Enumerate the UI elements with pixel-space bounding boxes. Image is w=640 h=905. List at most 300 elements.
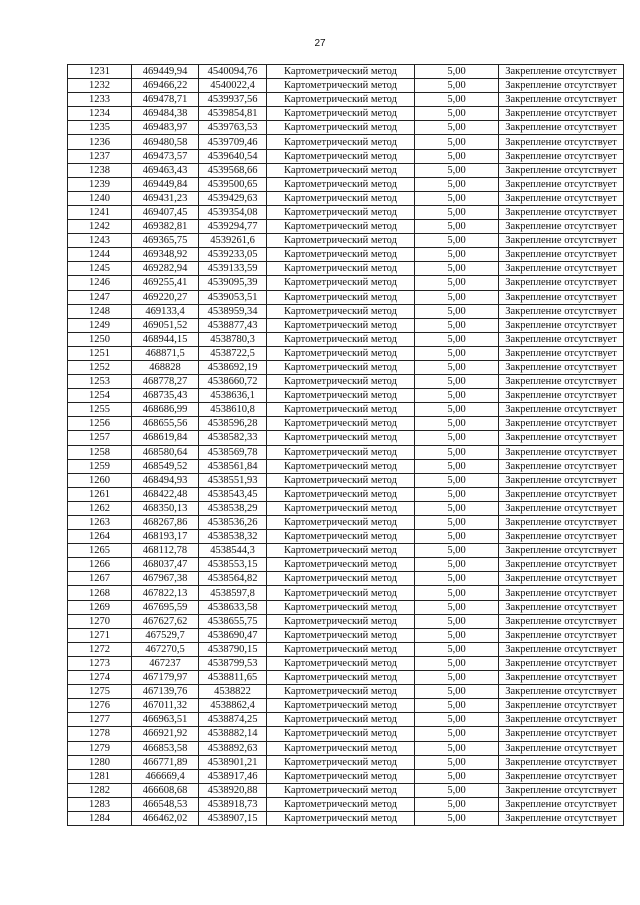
x-coordinate-cell: 466921,92 (132, 727, 199, 741)
fixing-description-cell: Закрепление отсутствует (499, 656, 624, 670)
x-coordinate-cell: 469051,52 (132, 318, 199, 332)
y-coordinate-cell: 4539354,08 (199, 205, 267, 219)
method-cell: Картометрический метод (267, 121, 415, 135)
x-coordinate-cell: 468549,52 (132, 459, 199, 473)
y-coordinate-cell: 4539640,54 (199, 149, 267, 163)
method-cell: Картометрический метод (267, 769, 415, 783)
x-coordinate-cell: 468267,86 (132, 516, 199, 530)
fixing-description-cell: Закрепление отсутствует (499, 516, 624, 530)
point-number-cell: 1284 (68, 811, 132, 825)
accuracy-cell: 5,00 (415, 600, 499, 614)
point-number-cell: 1269 (68, 600, 132, 614)
x-coordinate-cell: 468619,84 (132, 431, 199, 445)
point-number-cell: 1252 (68, 360, 132, 374)
x-coordinate-cell: 467822,13 (132, 586, 199, 600)
accuracy-cell: 5,00 (415, 191, 499, 205)
x-coordinate-cell: 469282,94 (132, 262, 199, 276)
x-coordinate-cell: 469463,43 (132, 163, 199, 177)
x-coordinate-cell: 467139,76 (132, 685, 199, 699)
x-coordinate-cell: 467529,7 (132, 628, 199, 642)
coordinates-table (67, 64, 624, 826)
x-coordinate-cell: 468580,64 (132, 445, 199, 459)
fixing-description-cell: Закрепление отсутствует (499, 417, 624, 431)
point-number-cell: 1236 (68, 135, 132, 149)
y-coordinate-cell: 4538917,46 (199, 769, 267, 783)
method-cell: Картометрический метод (267, 501, 415, 515)
x-coordinate-cell: 466669,4 (132, 769, 199, 783)
x-coordinate-cell: 469449,94 (132, 65, 199, 79)
point-number-cell: 1238 (68, 163, 132, 177)
point-number-cell: 1279 (68, 741, 132, 755)
table-row (68, 417, 624, 431)
point-number-cell: 1248 (68, 304, 132, 318)
x-coordinate-cell: 467179,97 (132, 671, 199, 685)
y-coordinate-cell: 4538722,5 (199, 346, 267, 360)
fixing-description-cell: Закрепление отсутствует (499, 614, 624, 628)
fixing-description-cell: Закрепление отсутствует (499, 783, 624, 797)
point-number-cell: 1257 (68, 431, 132, 445)
method-cell: Картометрический метод (267, 205, 415, 219)
method-cell: Картометрический метод (267, 558, 415, 572)
accuracy-cell: 5,00 (415, 544, 499, 558)
fixing-description-cell: Закрепление отсутствует (499, 741, 624, 755)
point-number-cell: 1235 (68, 121, 132, 135)
table-row (68, 558, 624, 572)
method-cell: Картометрический метод (267, 642, 415, 656)
point-number-cell: 1259 (68, 459, 132, 473)
point-number-cell: 1261 (68, 487, 132, 501)
fixing-description-cell: Закрепление отсутствует (499, 699, 624, 713)
accuracy-cell: 5,00 (415, 431, 499, 445)
table-row (68, 755, 624, 769)
y-coordinate-cell: 4540022,4 (199, 79, 267, 93)
y-coordinate-cell: 4538874,25 (199, 713, 267, 727)
fixing-description-cell: Закрепление отсутствует (499, 797, 624, 811)
table-row (68, 544, 624, 558)
table-row (68, 811, 624, 825)
method-cell: Картометрический метод (267, 445, 415, 459)
accuracy-cell: 5,00 (415, 417, 499, 431)
fixing-description-cell: Закрепление отсутствует (499, 487, 624, 501)
method-cell: Картометрический метод (267, 572, 415, 586)
table-row (68, 191, 624, 205)
point-number-cell: 1268 (68, 586, 132, 600)
method-cell: Картометрический метод (267, 79, 415, 93)
table-row (68, 487, 624, 501)
accuracy-cell: 5,00 (415, 262, 499, 276)
y-coordinate-cell: 4538822 (199, 685, 267, 699)
method-cell: Картометрический метод (267, 671, 415, 685)
method-cell: Картометрический метод (267, 304, 415, 318)
y-coordinate-cell: 4539261,6 (199, 234, 267, 248)
accuracy-cell: 5,00 (415, 276, 499, 290)
fixing-description-cell: Закрепление отсутствует (499, 459, 624, 473)
method-cell: Картометрический метод (267, 600, 415, 614)
fixing-description-cell: Закрепление отсутствует (499, 304, 624, 318)
table-row (68, 107, 624, 121)
table-row (68, 65, 624, 79)
point-number-cell: 1232 (68, 79, 132, 93)
y-coordinate-cell: 4538538,32 (199, 530, 267, 544)
point-number-cell: 1283 (68, 797, 132, 811)
table-row (68, 614, 624, 628)
y-coordinate-cell: 4538569,78 (199, 445, 267, 459)
fixing-description-cell: Закрепление отсутствует (499, 290, 624, 304)
x-coordinate-cell: 468778,27 (132, 375, 199, 389)
y-coordinate-cell: 4538544,3 (199, 544, 267, 558)
x-coordinate-cell: 469466,22 (132, 79, 199, 93)
point-number-cell: 1266 (68, 558, 132, 572)
table-row (68, 93, 624, 107)
accuracy-cell: 5,00 (415, 671, 499, 685)
y-coordinate-cell: 4538536,26 (199, 516, 267, 530)
accuracy-cell: 5,00 (415, 501, 499, 515)
x-coordinate-cell: 468350,13 (132, 501, 199, 515)
fixing-description-cell: Закрепление отсутствует (499, 375, 624, 389)
table-row (68, 501, 624, 515)
y-coordinate-cell: 4540094,76 (199, 65, 267, 79)
y-coordinate-cell: 4539233,05 (199, 248, 267, 262)
x-coordinate-cell: 468871,5 (132, 346, 199, 360)
point-number-cell: 1247 (68, 290, 132, 304)
y-coordinate-cell: 4539133,59 (199, 262, 267, 276)
y-coordinate-cell: 4538907,15 (199, 811, 267, 825)
table-row (68, 163, 624, 177)
method-cell: Картометрический метод (267, 248, 415, 262)
accuracy-cell: 5,00 (415, 304, 499, 318)
fixing-description-cell: Закрепление отсутствует (499, 628, 624, 642)
fixing-description-cell: Закрепление отсутствует (499, 149, 624, 163)
method-cell: Картометрический метод (267, 318, 415, 332)
y-coordinate-cell: 4538901,21 (199, 755, 267, 769)
accuracy-cell: 5,00 (415, 107, 499, 121)
accuracy-cell: 5,00 (415, 220, 499, 234)
method-cell: Картометрический метод (267, 530, 415, 544)
fixing-description-cell: Закрепление отсутствует (499, 234, 624, 248)
table-row (68, 248, 624, 262)
y-coordinate-cell: 4538582,33 (199, 431, 267, 445)
table-row (68, 79, 624, 93)
fixing-description-cell: Закрепление отсутствует (499, 445, 624, 459)
table-row (68, 403, 624, 417)
accuracy-cell: 5,00 (415, 459, 499, 473)
y-coordinate-cell: 4539568,66 (199, 163, 267, 177)
fixing-description-cell: Закрепление отсутствует (499, 530, 624, 544)
x-coordinate-cell: 469255,41 (132, 276, 199, 290)
point-number-cell: 1260 (68, 473, 132, 487)
accuracy-cell: 5,00 (415, 783, 499, 797)
method-cell: Картометрический метод (267, 360, 415, 374)
point-number-cell: 1231 (68, 65, 132, 79)
point-number-cell: 1276 (68, 699, 132, 713)
fixing-description-cell: Закрепление отсутствует (499, 586, 624, 600)
accuracy-cell: 5,00 (415, 614, 499, 628)
table-row (68, 318, 624, 332)
fixing-description-cell: Закрепление отсутствует (499, 642, 624, 656)
point-number-cell: 1267 (68, 572, 132, 586)
table-row (68, 741, 624, 755)
y-coordinate-cell: 4539937,56 (199, 93, 267, 107)
y-coordinate-cell: 4539429,63 (199, 191, 267, 205)
fixing-description-cell: Закрепление отсутствует (499, 685, 624, 699)
accuracy-cell: 5,00 (415, 473, 499, 487)
x-coordinate-cell: 469449,84 (132, 177, 199, 191)
fixing-description-cell: Закрепление отсутствует (499, 318, 624, 332)
x-coordinate-cell: 468037,47 (132, 558, 199, 572)
point-number-cell: 1242 (68, 220, 132, 234)
table-row (68, 685, 624, 699)
x-coordinate-cell: 469473,57 (132, 149, 199, 163)
accuracy-cell: 5,00 (415, 205, 499, 219)
fixing-description-cell: Закрепление отсутствует (499, 403, 624, 417)
method-cell: Картометрический метод (267, 741, 415, 755)
table-row (68, 628, 624, 642)
method-cell: Картометрический метод (267, 699, 415, 713)
fixing-description-cell: Закрепление отсутствует (499, 121, 624, 135)
table-row (68, 234, 624, 248)
accuracy-cell: 5,00 (415, 713, 499, 727)
point-number-cell: 1251 (68, 346, 132, 360)
method-cell: Картометрический метод (267, 586, 415, 600)
point-number-cell: 1273 (68, 656, 132, 670)
fixing-description-cell: Закрепление отсутствует (499, 727, 624, 741)
accuracy-cell: 5,00 (415, 656, 499, 670)
point-number-cell: 1263 (68, 516, 132, 530)
table-row (68, 656, 624, 670)
fixing-description-cell: Закрепление отсутствует (499, 544, 624, 558)
accuracy-cell: 5,00 (415, 93, 499, 107)
method-cell: Картометрический метод (267, 163, 415, 177)
y-coordinate-cell: 4538811,65 (199, 671, 267, 685)
fixing-description-cell: Закрепление отсутствует (499, 473, 624, 487)
point-number-cell: 1243 (68, 234, 132, 248)
x-coordinate-cell: 467695,59 (132, 600, 199, 614)
y-coordinate-cell: 4538692,19 (199, 360, 267, 374)
table-row (68, 459, 624, 473)
y-coordinate-cell: 4538660,72 (199, 375, 267, 389)
table-row (68, 671, 624, 685)
x-coordinate-cell: 469365,75 (132, 234, 199, 248)
method-cell: Картометрический метод (267, 473, 415, 487)
accuracy-cell: 5,00 (415, 346, 499, 360)
accuracy-cell: 5,00 (415, 741, 499, 755)
x-coordinate-cell: 469407,45 (132, 205, 199, 219)
fixing-description-cell: Закрепление отсутствует (499, 346, 624, 360)
accuracy-cell: 5,00 (415, 332, 499, 346)
method-cell: Картометрический метод (267, 135, 415, 149)
page-number: 27 (314, 38, 326, 49)
point-number-cell: 1277 (68, 713, 132, 727)
accuracy-cell: 5,00 (415, 375, 499, 389)
y-coordinate-cell: 4538799,53 (199, 656, 267, 670)
method-cell: Картометрический метод (267, 797, 415, 811)
method-cell: Картометрический метод (267, 755, 415, 769)
x-coordinate-cell: 469133,4 (132, 304, 199, 318)
method-cell: Картометрический метод (267, 417, 415, 431)
accuracy-cell: 5,00 (415, 685, 499, 699)
accuracy-cell: 5,00 (415, 360, 499, 374)
y-coordinate-cell: 4538596,28 (199, 417, 267, 431)
accuracy-cell: 5,00 (415, 572, 499, 586)
table-row (68, 346, 624, 360)
x-coordinate-cell: 469484,38 (132, 107, 199, 121)
accuracy-cell: 5,00 (415, 487, 499, 501)
method-cell: Картометрический метод (267, 431, 415, 445)
point-number-cell: 1254 (68, 389, 132, 403)
point-number-cell: 1253 (68, 375, 132, 389)
method-cell: Картометрический метод (267, 65, 415, 79)
fixing-description-cell: Закрепление отсутствует (499, 205, 624, 219)
table-row (68, 304, 624, 318)
y-coordinate-cell: 4538882,14 (199, 727, 267, 741)
method-cell: Картометрический метод (267, 220, 415, 234)
y-coordinate-cell: 4538892,63 (199, 741, 267, 755)
coordinates-table-body (68, 65, 624, 826)
fixing-description-cell: Закрепление отсутствует (499, 220, 624, 234)
fixing-description-cell: Закрепление отсутствует (499, 360, 624, 374)
x-coordinate-cell: 466462,02 (132, 811, 199, 825)
x-coordinate-cell: 466548,53 (132, 797, 199, 811)
method-cell: Картометрический метод (267, 346, 415, 360)
table-row (68, 149, 624, 163)
accuracy-cell: 5,00 (415, 628, 499, 642)
accuracy-cell: 5,00 (415, 445, 499, 459)
accuracy-cell: 5,00 (415, 811, 499, 825)
x-coordinate-cell: 467237 (132, 656, 199, 670)
x-coordinate-cell: 468828 (132, 360, 199, 374)
x-coordinate-cell: 469483,97 (132, 121, 199, 135)
table-row (68, 375, 624, 389)
table-row (68, 332, 624, 346)
y-coordinate-cell: 4538551,93 (199, 473, 267, 487)
x-coordinate-cell: 468112,78 (132, 544, 199, 558)
x-coordinate-cell: 469348,92 (132, 248, 199, 262)
table-row (68, 783, 624, 797)
point-number-cell: 1239 (68, 177, 132, 191)
accuracy-cell: 5,00 (415, 234, 499, 248)
method-cell: Картометрический метод (267, 713, 415, 727)
fixing-description-cell: Закрепление отсутствует (499, 248, 624, 262)
accuracy-cell: 5,00 (415, 755, 499, 769)
method-cell: Картометрический метод (267, 656, 415, 670)
table-row (68, 135, 624, 149)
y-coordinate-cell: 4538918,73 (199, 797, 267, 811)
point-number-cell: 1255 (68, 403, 132, 417)
x-coordinate-cell: 469220,27 (132, 290, 199, 304)
y-coordinate-cell: 4538959,34 (199, 304, 267, 318)
table-row (68, 389, 624, 403)
method-cell: Картометрический метод (267, 332, 415, 346)
y-coordinate-cell: 4538790,15 (199, 642, 267, 656)
table-row (68, 290, 624, 304)
fixing-description-cell: Закрепление отсутствует (499, 79, 624, 93)
x-coordinate-cell: 466963,51 (132, 713, 199, 727)
y-coordinate-cell: 4538780,3 (199, 332, 267, 346)
method-cell: Картометрический метод (267, 262, 415, 276)
y-coordinate-cell: 4538633,58 (199, 600, 267, 614)
method-cell: Картометрический метод (267, 685, 415, 699)
point-number-cell: 1270 (68, 614, 132, 628)
y-coordinate-cell: 4539053,51 (199, 290, 267, 304)
x-coordinate-cell: 468686,99 (132, 403, 199, 417)
method-cell: Картометрический метод (267, 290, 415, 304)
y-coordinate-cell: 4538597,8 (199, 586, 267, 600)
table-row (68, 642, 624, 656)
point-number-cell: 1256 (68, 417, 132, 431)
method-cell: Картометрический метод (267, 276, 415, 290)
table-row (68, 516, 624, 530)
point-number-cell: 1244 (68, 248, 132, 262)
fixing-description-cell: Закрепление отсутствует (499, 135, 624, 149)
point-number-cell: 1233 (68, 93, 132, 107)
y-coordinate-cell: 4538561,84 (199, 459, 267, 473)
fixing-description-cell: Закрепление отсутствует (499, 107, 624, 121)
fixing-description-cell: Закрепление отсутствует (499, 558, 624, 572)
fixing-description-cell: Закрепление отсутствует (499, 332, 624, 346)
x-coordinate-cell: 467627,62 (132, 614, 199, 628)
y-coordinate-cell: 4538655,75 (199, 614, 267, 628)
accuracy-cell: 5,00 (415, 177, 499, 191)
fixing-description-cell: Закрепление отсутствует (499, 755, 624, 769)
method-cell: Картометрический метод (267, 389, 415, 403)
x-coordinate-cell: 466771,89 (132, 755, 199, 769)
point-number-cell: 1262 (68, 501, 132, 515)
fixing-description-cell: Закрепление отсутствует (499, 276, 624, 290)
x-coordinate-cell: 469382,81 (132, 220, 199, 234)
accuracy-cell: 5,00 (415, 290, 499, 304)
x-coordinate-cell: 466853,58 (132, 741, 199, 755)
method-cell: Картометрический метод (267, 727, 415, 741)
table-row (68, 205, 624, 219)
y-coordinate-cell: 4538564,82 (199, 572, 267, 586)
method-cell: Картометрический метод (267, 811, 415, 825)
fixing-description-cell: Закрепление отсутствует (499, 713, 624, 727)
method-cell: Картометрический метод (267, 107, 415, 121)
method-cell: Картометрический метод (267, 93, 415, 107)
table-row (68, 360, 624, 374)
accuracy-cell: 5,00 (415, 558, 499, 572)
table-row (68, 572, 624, 586)
point-number-cell: 1278 (68, 727, 132, 741)
point-number-cell: 1281 (68, 769, 132, 783)
x-coordinate-cell: 468944,15 (132, 332, 199, 346)
method-cell: Картометрический метод (267, 149, 415, 163)
accuracy-cell: 5,00 (415, 248, 499, 262)
point-number-cell: 1274 (68, 671, 132, 685)
y-coordinate-cell: 4539709,46 (199, 135, 267, 149)
x-coordinate-cell: 469480,58 (132, 135, 199, 149)
table-row (68, 121, 624, 135)
accuracy-cell: 5,00 (415, 121, 499, 135)
accuracy-cell: 5,00 (415, 699, 499, 713)
method-cell: Картометрический метод (267, 628, 415, 642)
x-coordinate-cell: 468422,48 (132, 487, 199, 501)
point-number-cell: 1250 (68, 332, 132, 346)
table-row (68, 262, 624, 276)
point-number-cell: 1241 (68, 205, 132, 219)
table-row (68, 600, 624, 614)
y-coordinate-cell: 4538610,8 (199, 403, 267, 417)
accuracy-cell: 5,00 (415, 65, 499, 79)
accuracy-cell: 5,00 (415, 530, 499, 544)
fixing-description-cell: Закрепление отсутствует (499, 431, 624, 445)
accuracy-cell: 5,00 (415, 769, 499, 783)
fixing-description-cell: Закрепление отсутствует (499, 600, 624, 614)
fixing-description-cell: Закрепление отсутствует (499, 177, 624, 191)
method-cell: Картометрический метод (267, 459, 415, 473)
point-number-cell: 1264 (68, 530, 132, 544)
method-cell: Картометрический метод (267, 544, 415, 558)
